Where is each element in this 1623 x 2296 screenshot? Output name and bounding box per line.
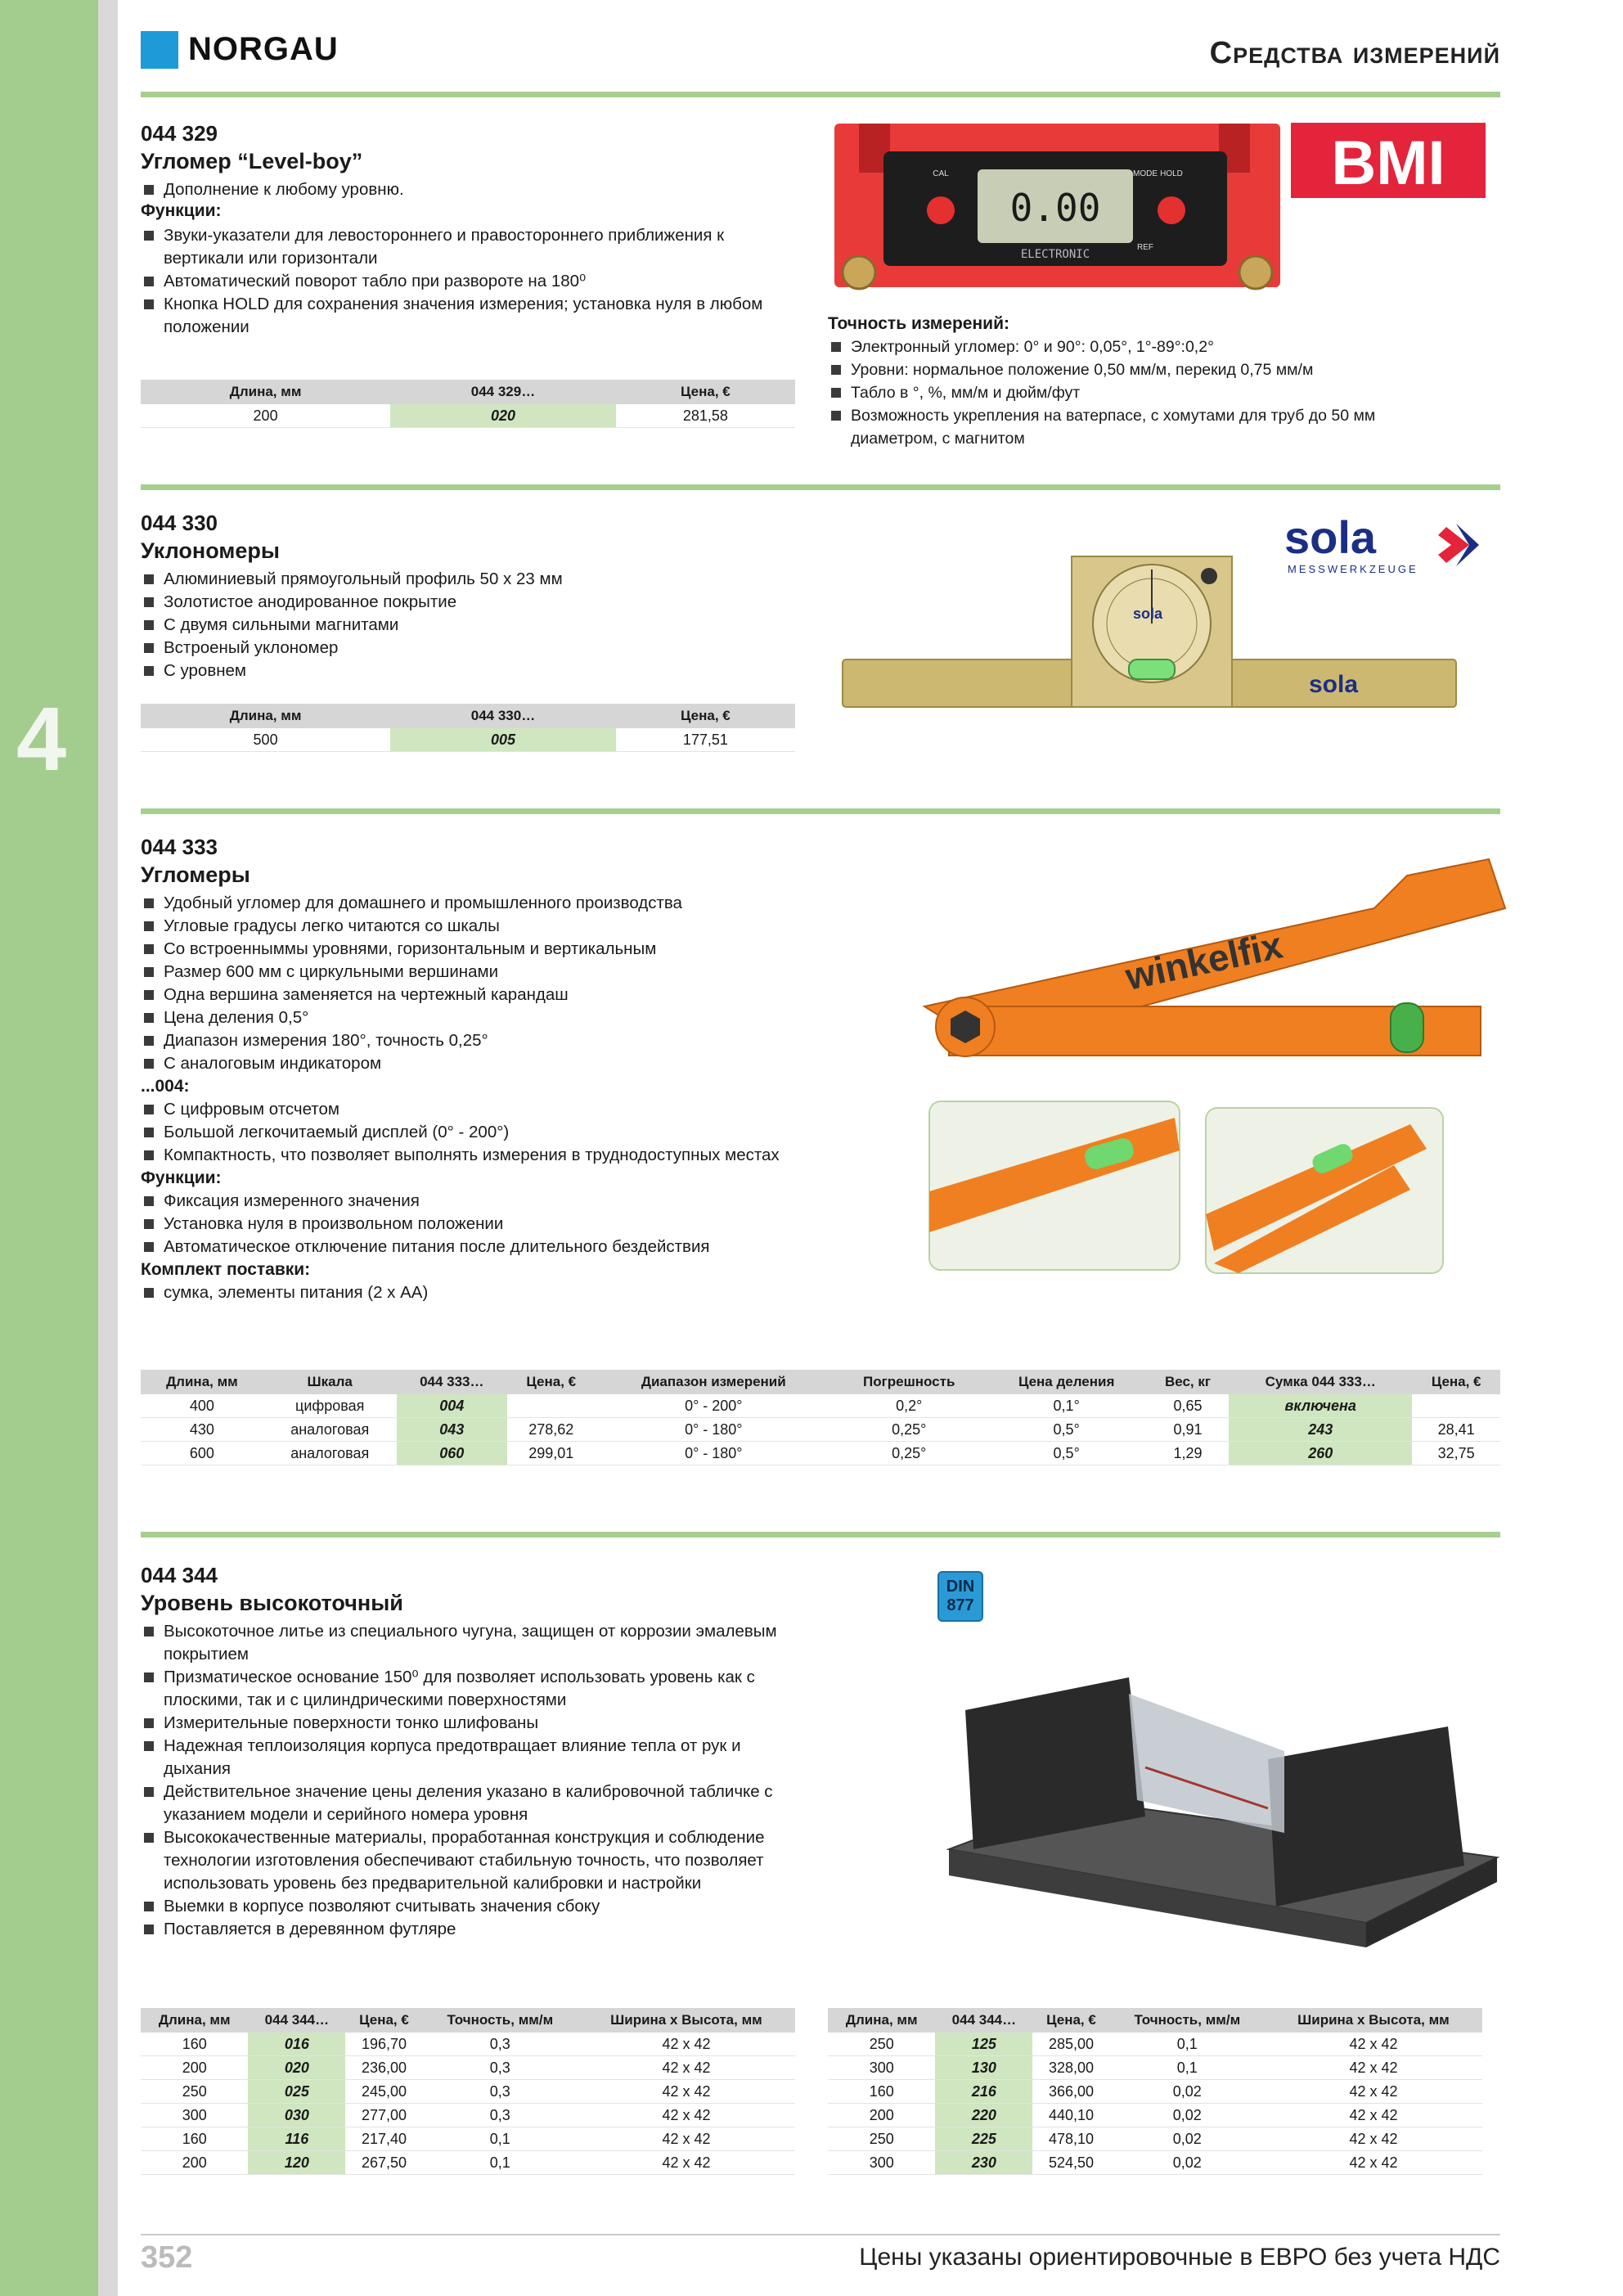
table-header-row (141, 380, 795, 404)
sola-logo-text: sola (1284, 511, 1377, 563)
table-cell: 299,01 (507, 1442, 596, 1465)
functions-label: Функции: (141, 201, 222, 220)
table-cell: 524,50 (1032, 2151, 1109, 2175)
winkelfix-image (916, 843, 1489, 1080)
table-cell: 177,51 (616, 728, 795, 752)
table-cell: 430 (141, 1418, 263, 1442)
table-cell: 300 (828, 2151, 935, 2175)
table-cell: 42 x 42 (578, 2080, 795, 2104)
device-hold-label: HOLD (1160, 169, 1183, 178)
table-cell: 200 (141, 2056, 248, 2080)
footer-rule (141, 2234, 1500, 2235)
table-cell: 230 (935, 2151, 1032, 2175)
table-header-row (141, 2008, 795, 2033)
table-cell: 245,00 (345, 2080, 422, 2104)
device-mode-label: MODE (1133, 169, 1158, 178)
table-cell: 016 (248, 2033, 345, 2056)
table-cell: 42 x 42 (578, 2033, 795, 2056)
table-cell: 42 x 42 (1265, 2056, 1482, 2080)
chapter-number: 4 (16, 689, 67, 790)
table-cell: 0,3 (423, 2080, 578, 2104)
table-cell: 0,2° (832, 1394, 986, 1418)
table-cell: 300 (141, 2104, 248, 2127)
table-cell: 120 (248, 2151, 345, 2175)
column-header: Вес, кг (1147, 1370, 1229, 1394)
table-cell: 0° - 180° (596, 1418, 832, 1442)
table-cell: 160 (141, 2127, 248, 2151)
kit-list (141, 1281, 877, 1304)
table-cell: 267,50 (345, 2151, 422, 2175)
table-cell: 0,02 (1110, 2151, 1265, 2175)
table-row (141, 2104, 795, 2127)
list-item: Компактность, что позволяет выполнять измерения в труднодоступных местах (141, 1144, 877, 1167)
table-cell: 478,10 (1032, 2127, 1109, 2151)
table-cell: 500 (141, 728, 390, 752)
table-cell: 0,3 (423, 2104, 578, 2127)
table-cell: 42 x 42 (578, 2104, 795, 2127)
table-cell: 200 (828, 2104, 935, 2127)
table-cell: 300 (828, 2056, 935, 2080)
table-cell: 250 (828, 2033, 935, 2056)
table-cell: 0,25° (832, 1442, 986, 1465)
winkelfix-detail-photo-1 (929, 1101, 1180, 1270)
table-cell: 030 (248, 2104, 345, 2127)
column-header: Цена, € (616, 380, 795, 404)
feature-list (141, 1620, 795, 1941)
table-cell: 216 (935, 2080, 1032, 2104)
column-header: Цена, € (507, 1370, 596, 1394)
table-cell: 200 (141, 404, 390, 428)
sola-logo-sub: MESSWERKZEUGE (1288, 563, 1418, 575)
table-cell: 0,25° (832, 1418, 986, 1442)
table-cell: 42 x 42 (1265, 2104, 1482, 2127)
table-cell: 600 (141, 1442, 263, 1465)
bmi-logo-text: BMI (1331, 128, 1445, 198)
table-row (141, 2151, 795, 2175)
column-header: Цена, € (616, 704, 795, 728)
column-header: Длина, мм (141, 704, 390, 728)
product-title: Уклономеры (141, 538, 280, 563)
table-row (141, 2127, 795, 2151)
norgau-logo-text: NORGAU (188, 31, 339, 67)
sidebar-band (0, 0, 98, 2296)
table-header-row (141, 704, 795, 728)
list-item: С уровнем (141, 660, 795, 682)
table-cell: 42 x 42 (1265, 2127, 1482, 2151)
table-cell: включена (1229, 1394, 1412, 1418)
table-cell: 0,1° (986, 1394, 1146, 1418)
column-header: Точность, мм/м (423, 2008, 578, 2033)
column-header: Цена, € (1032, 2008, 1109, 2033)
table-cell: 020 (390, 404, 616, 428)
section-rule (141, 484, 1500, 490)
list-item: Действительное значение цены деления указано в калибровочной табличке с указанием модели и серийного номера уровня (141, 1781, 795, 1826)
inclinometer-image (843, 553, 1464, 717)
table-cell: 42 x 42 (578, 2127, 795, 2151)
table-row (141, 1442, 1500, 1465)
table-row (141, 2033, 795, 2056)
table-row (828, 2033, 1482, 2056)
table-cell: 0,02 (1110, 2127, 1265, 2151)
functions-list (141, 1190, 877, 1258)
list-item: Электронный угломер: 0° и 90°: 0,05°, 1°-89°:0,2° (828, 335, 1417, 358)
table-cell: 366,00 (1032, 2080, 1109, 2104)
table-cell: 281,58 (616, 404, 795, 428)
variant-004-label: ...004: (141, 1077, 190, 1096)
column-header: Длина, мм (828, 2008, 935, 2033)
column-header: Цена деления (986, 1370, 1146, 1394)
list-item: Дополнение к любому уровню. (141, 178, 795, 201)
accuracy-label: Точность измерений: (828, 314, 1009, 333)
kit-label: Комплект поставки: (141, 1260, 311, 1279)
table-cell: 025 (248, 2080, 345, 2104)
price-table-044330 (141, 704, 795, 752)
list-item: Угловые градусы легко читаются со шкалы (141, 915, 877, 938)
svg-text:sola: sola (1309, 671, 1359, 698)
list-item: Возможность укрепления на ватерпасе, с хомутами для труб до 50 мм диаметром, с магнитом (828, 404, 1417, 450)
list-item: Большой легкочитаемый дисплей (0° - 200°) (141, 1121, 877, 1144)
table-row (828, 2056, 1482, 2080)
column-header: Шкала (263, 1370, 397, 1394)
list-item: Поставляется в деревянном футляре (141, 1918, 795, 1941)
table-cell: 42 x 42 (578, 2151, 795, 2175)
winkelfix-detail-photo-2 (1206, 1108, 1443, 1273)
table-row (828, 2080, 1482, 2104)
table-cell: 260 (1229, 1442, 1412, 1465)
table-cell: 005 (390, 728, 616, 752)
table-cell: 130 (935, 2056, 1032, 2080)
table-cell: 42 x 42 (1265, 2151, 1482, 2175)
functions-label: Функции: (141, 1168, 222, 1187)
list-item: Табло в °, %, мм/м и дюйм/фут (828, 381, 1417, 404)
list-item: Одна вершина заменяется на чертежный карандаш (141, 984, 877, 1006)
column-header: Ширина х Высота, мм (578, 2008, 795, 2033)
table-cell: 160 (828, 2080, 935, 2104)
column-header: Длина, мм (141, 1370, 263, 1394)
article-number: 044 344 (141, 1563, 218, 1587)
column-header: Сумка 044 333… (1229, 1370, 1412, 1394)
list-item: Высококачественные материалы, проработанная конструкция и соблюдение технологии изготовления обеспечивают стабильную точность, что позволяет использовать уровень без предварительной калибровки и настройки (141, 1826, 795, 1895)
table-cell: 328,00 (1032, 2056, 1109, 2080)
table-cell: 125 (935, 2033, 1032, 2056)
table-cell: аналоговая (263, 1418, 397, 1442)
list-item: С аналоговым индикатором (141, 1052, 877, 1075)
table-header-row (141, 1370, 1500, 1394)
list-item: Надежная теплоизоляция корпуса предотвращает влияние тепла от рук и дыхания (141, 1735, 795, 1781)
list-item: Уровни: нормальное положение 0,50 мм/м, перекид 0,75 мм/м (828, 358, 1417, 381)
list-item: Автоматическое отключение питания после длительного бездействия (141, 1236, 877, 1258)
table-cell: 277,00 (345, 2104, 422, 2127)
table-cell: 278,62 (507, 1418, 596, 1442)
price-table-044333 (141, 1370, 1500, 1465)
table-cell: 116 (248, 2127, 345, 2151)
footer-note: Цены указаны ориентировочные в ЕВРО без учета НДС (859, 2244, 1500, 2271)
table-row (141, 2080, 795, 2104)
column-header: 044 344… (935, 2008, 1032, 2033)
table-cell: 236,00 (345, 2056, 422, 2080)
table-cell: 0° - 200° (596, 1394, 832, 1418)
table-cell: 0,1 (423, 2127, 578, 2151)
list-item: Установка нуля в произвольном положении (141, 1213, 877, 1236)
table-cell: 217,40 (345, 2127, 422, 2151)
table-cell: цифровая (263, 1394, 397, 1418)
article-number: 044 330 (141, 511, 218, 535)
list-item: Со встроенныммы уровнями, горизонтальным и вертикальным (141, 938, 877, 961)
table-cell: 32,75 (1412, 1442, 1500, 1465)
table-cell: 0,1 (1110, 2056, 1265, 2080)
feature-list (141, 892, 877, 1075)
functions-list (141, 224, 795, 339)
table-cell: 250 (828, 2127, 935, 2151)
table-cell: 220 (935, 2104, 1032, 2127)
list-item: Фиксация измеренного значения (141, 1190, 877, 1213)
device-ref-label: REF (1137, 243, 1153, 252)
section-rule (141, 1532, 1500, 1537)
table-cell: 060 (397, 1442, 507, 1465)
list-item: Удобный угломер для домашнего и промышленного производства (141, 892, 877, 915)
table-row (141, 1394, 1500, 1418)
table-cell: 250 (141, 2080, 248, 2104)
list-item: Цена деления 0,5° (141, 1006, 877, 1029)
svg-text:sola: sola (1133, 606, 1163, 622)
page-title: Средства измерений (1209, 36, 1500, 70)
column-header: Длина, мм (141, 2008, 248, 2033)
feature-list (141, 178, 795, 201)
table-cell (1412, 1394, 1500, 1418)
column-header: Погрешность (832, 1370, 986, 1394)
list-item: Диапазон измерения 180°, точность 0,25° (141, 1029, 877, 1052)
column-header: Длина, мм (141, 380, 390, 404)
product-title: Угломеры (141, 862, 250, 887)
table-cell: 285,00 (1032, 2033, 1109, 2056)
section-rule (141, 808, 1500, 814)
table-cell: 0,02 (1110, 2080, 1265, 2104)
table-cell: 0° - 180° (596, 1442, 832, 1465)
list-item: Золотистое анодированное покрытие (141, 591, 795, 614)
table-cell: 0,65 (1147, 1394, 1229, 1418)
list-item: Кнопка HOLD для сохранения значения измерения; установка нуля в любом положении (141, 293, 795, 339)
table-cell: 42 x 42 (1265, 2080, 1482, 2104)
device-cal-label: CAL (933, 169, 949, 178)
page-number: 352 (141, 2240, 193, 2275)
list-item: Встроеный уклономер (141, 637, 795, 660)
din-877-badge: DIN 877 (937, 1571, 983, 1622)
column-header: Цена, € (1412, 1370, 1500, 1394)
column-header: 044 329… (390, 380, 616, 404)
table-cell: 200 (141, 2151, 248, 2175)
table-cell: 0,1 (1110, 2033, 1265, 2056)
table-cell: 0,5° (986, 1442, 1146, 1465)
table-cell: 0,02 (1110, 2104, 1265, 2127)
table-cell (507, 1394, 596, 1418)
table-cell: 004 (397, 1394, 507, 1418)
price-table-044329 (141, 380, 795, 428)
table-header-row (828, 2008, 1482, 2033)
column-header: 044 344… (248, 2008, 345, 2033)
column-header: 044 333… (397, 1370, 507, 1394)
article-number: 044 333 (141, 835, 218, 859)
sidebar-band-gray (98, 0, 118, 2296)
table-cell: 440,10 (1032, 2104, 1109, 2127)
list-item: Алюминиевый прямоугольный профиль 50 х 23 мм (141, 568, 795, 591)
accuracy-list (828, 335, 1417, 450)
price-table-044344-left (141, 2008, 795, 2175)
norgau-logo-square (141, 31, 178, 69)
table-row (141, 728, 795, 752)
table-cell: 196,70 (345, 2033, 422, 2056)
table-cell: 225 (935, 2127, 1032, 2151)
section-rule (141, 92, 1500, 97)
table-cell: 28,41 (1412, 1418, 1500, 1442)
column-header: 044 330… (390, 704, 616, 728)
list-item: Автоматический поворот табло при развороте на 180⁰ (141, 270, 795, 293)
device-display-text: 0.00 (1009, 186, 1101, 230)
list-item: С цифровым отсчетом (141, 1098, 877, 1121)
device-label: ELECTRONIC (1020, 248, 1090, 261)
table-cell: 42 x 42 (578, 2056, 795, 2080)
table-cell: 1,29 (1147, 1442, 1229, 1465)
table-cell: 0,3 (423, 2056, 578, 2080)
column-header: Ширина х Высота, мм (1265, 2008, 1482, 2033)
price-table-044344-right (828, 2008, 1482, 2175)
list-item: Звуки-указатели для левостороннего и правостороннего приближения к вертикали или горизонтали (141, 224, 795, 270)
bmi-logo (1291, 123, 1486, 198)
table-cell: 020 (248, 2056, 345, 2080)
table-cell: 0,91 (1147, 1418, 1229, 1442)
list-item: сумка, элементы питания (2 х АА) (141, 1281, 877, 1304)
table-cell: 42 x 42 (1265, 2033, 1482, 2056)
column-header: Диапазон измерений (596, 1370, 832, 1394)
table-cell: аналоговая (263, 1442, 397, 1465)
table-row (141, 2056, 795, 2080)
table-cell: 043 (397, 1418, 507, 1442)
table-cell: 160 (141, 2033, 248, 2056)
product-title: Угломер “Level-boy” (141, 149, 363, 173)
table-row (828, 2127, 1482, 2151)
list-item: Высокоточное литье из специального чугуна, защищен от коррозии эмалевым покрытием (141, 1620, 795, 1666)
table-cell: 243 (1229, 1418, 1412, 1442)
table-row (141, 1418, 1500, 1442)
product-title: Уровень высокоточный (141, 1591, 403, 1615)
column-header: Точность, мм/м (1110, 2008, 1265, 2033)
table-cell: 400 (141, 1394, 263, 1418)
article-number: 044 329 (141, 121, 218, 146)
table-row (828, 2151, 1482, 2175)
list-item: Выемки в корпусе позволяют считывать значения сбоку (141, 1895, 795, 1918)
feature-list (141, 568, 795, 682)
winkelfix-brand: winkelfix (1122, 923, 1287, 998)
list-item: Призматическое основание 150⁰ для позволяет использовать уровень как с плоскими, так и с цилиндрическими поверхностями (141, 1666, 795, 1712)
precision-level-image (941, 1661, 1497, 1939)
table-cell: 0,3 (423, 2033, 578, 2056)
column-header: Цена, € (345, 2008, 422, 2033)
table-cell: 0,5° (986, 1418, 1146, 1442)
table-row (141, 404, 795, 428)
list-item: С двумя сильными магнитами (141, 614, 795, 637)
list-item: Измерительные поверхности тонко шлифованы (141, 1712, 795, 1735)
table-cell: 0,1 (423, 2151, 578, 2175)
list-item: Размер 600 мм с циркульными вершинами (141, 961, 877, 984)
variant-004-list (141, 1098, 877, 1167)
bmi-level-image (834, 119, 1293, 299)
table-row (828, 2104, 1482, 2127)
